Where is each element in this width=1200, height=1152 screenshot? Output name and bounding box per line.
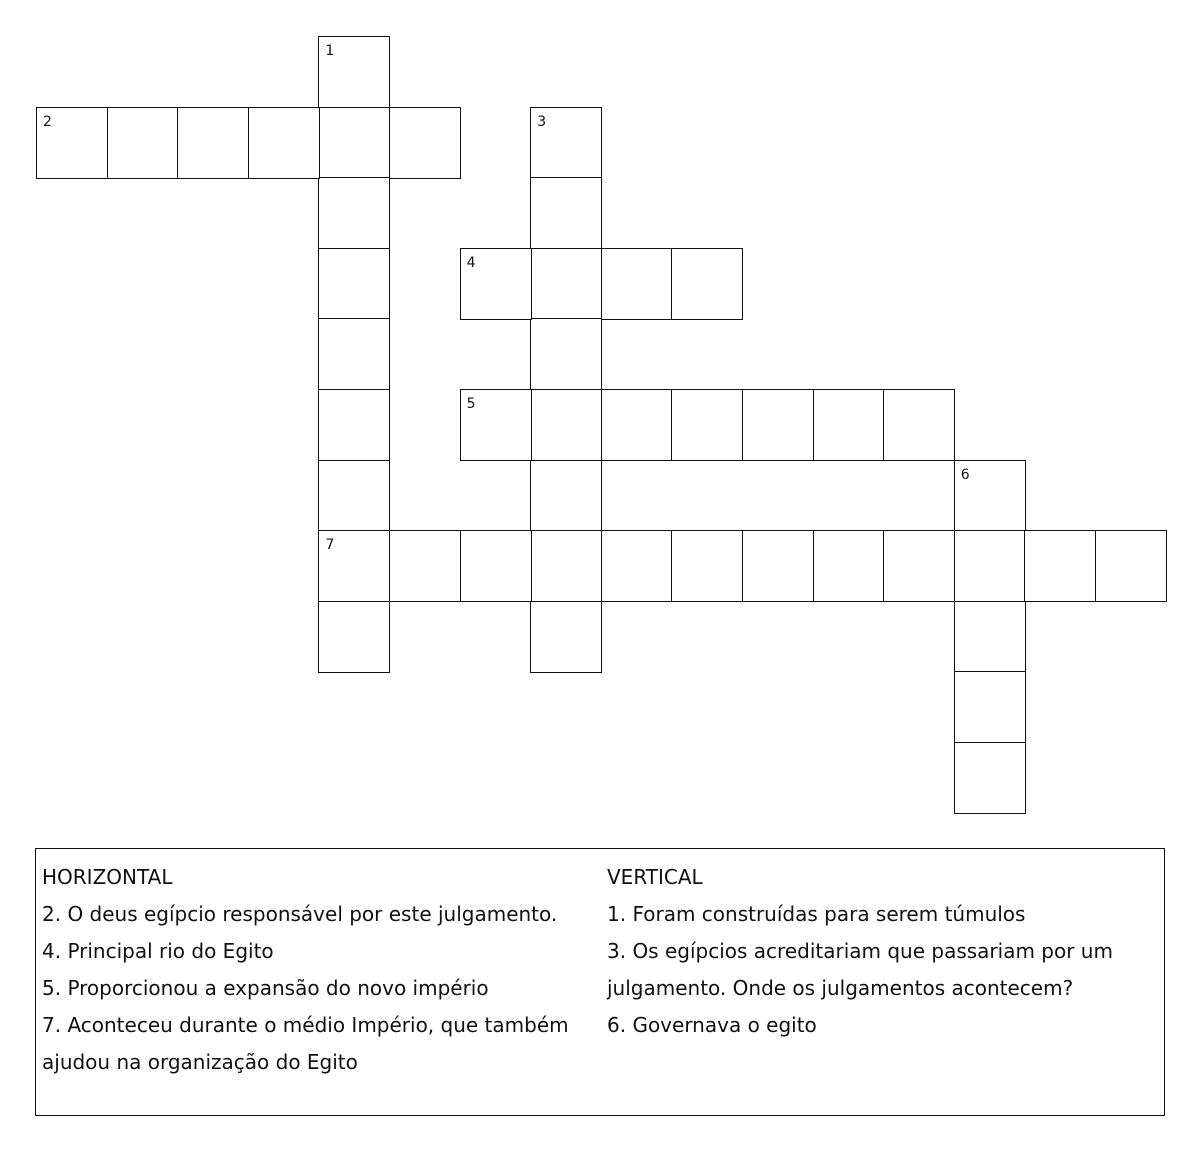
crossword-cell[interactable] [883,389,955,461]
crossword-cell[interactable] [601,248,673,320]
crossword-cell[interactable] [530,107,602,179]
vertical-clues [607,859,1147,1044]
crossword-cell[interactable] [530,530,602,602]
crossword-cell[interactable] [318,248,390,320]
crossword-cell[interactable] [389,530,461,602]
crossword-cell[interactable] [318,36,390,108]
clue-v-3-cont: julgamento. Onde os julgamentos acontecem? [607,976,1074,1000]
crossword-cell[interactable] [318,318,390,390]
clue-h-2: 2. O deus egípcio responsável por este julgamento. [42,902,558,926]
crossword-cell[interactable] [36,107,108,179]
crossword-cell[interactable] [1095,530,1167,602]
crossword-cell[interactable] [601,389,673,461]
crossword-cell[interactable] [954,671,1026,743]
crossword-cell[interactable] [107,107,179,179]
crossword-cell[interactable] [460,389,532,461]
clue-number: 2 [43,113,52,130]
crossword-cell[interactable] [318,389,390,461]
crossword-cell[interactable] [318,107,390,179]
crossword-cell[interactable] [671,530,743,602]
clue-h-5: 5. Proporcionou a expansão do novo império [42,976,489,1000]
crossword-cell[interactable] [389,107,461,179]
crossword-cell[interactable] [318,177,390,249]
clues-box [35,848,1165,1116]
crossword-cell[interactable] [954,601,1026,673]
crossword-cell[interactable] [318,530,390,602]
crossword-cell[interactable] [530,177,602,249]
clue-number: 3 [537,113,547,130]
crossword-cell[interactable] [318,460,390,532]
clue-h-7: 7. Aconteceu durante o médio Império, que também [42,1013,569,1037]
crossword-cell[interactable] [883,530,955,602]
crossword-cell[interactable] [460,248,532,320]
crossword-cell[interactable] [530,318,602,390]
clue-number: 7 [325,537,335,554]
crossword-cell[interactable] [813,389,885,461]
crossword-cell[interactable] [954,742,1026,814]
clue-number: 1 [325,43,335,59]
crossword-cell[interactable] [177,107,249,179]
horizontal-clues [42,859,582,1081]
horizontal-title: HORIZONTAL [42,865,173,889]
crossword-cell[interactable] [813,530,885,602]
clue-v-6: 6. Governava o egito [607,1013,817,1037]
clue-number: 6 [960,466,970,483]
crossword-cell[interactable] [671,248,743,320]
clue-v-1: 1. Foram construídas para serem túmulos [607,902,1026,926]
clue-number: 4 [466,254,476,271]
clue-v-3: 3. Os egípcios acreditariam que passariam por um [607,939,1113,963]
crossword-cell[interactable] [671,389,743,461]
crossword-cell[interactable] [530,389,602,461]
crossword-cell[interactable] [601,530,673,602]
crossword-cell[interactable] [248,107,320,179]
crossword-cell[interactable] [742,389,814,461]
clue-number: 5 [466,396,476,412]
vertical-title: VERTICAL [607,865,703,889]
crossword-cell[interactable] [530,601,602,673]
crossword-cell[interactable] [460,530,532,602]
crossword-cell[interactable] [318,601,390,673]
crossword-cell[interactable] [954,460,1026,532]
crossword-cell[interactable] [530,460,602,532]
clue-h-4: 4. Principal rio do Egito [42,939,274,963]
crossword-cell[interactable] [530,248,602,320]
crossword-cell[interactable] [742,530,814,602]
crossword-cell[interactable] [954,530,1026,602]
clue-h-7-cont: ajudou na organização do Egito [42,1050,358,1074]
crossword-cell[interactable] [1024,530,1096,602]
